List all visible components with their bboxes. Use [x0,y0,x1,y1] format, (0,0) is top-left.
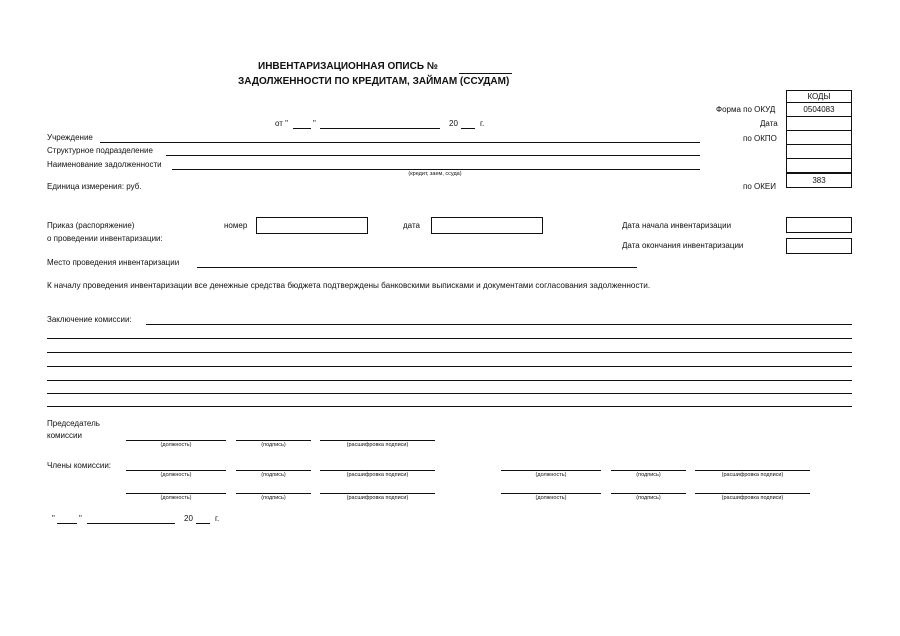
code-blank-cell-2[interactable] [787,159,851,173]
form-subtitle: ЗАДОЛЖЕННОСТИ ПО КРЕДИТАМ, ЗАЙМАМ (ССУДАМ) [238,76,510,87]
order-label-2: о проведении инвентаризации: [47,234,163,243]
chairman-signature-caption: (подпись) [261,442,286,448]
form-title: ИНВЕНТАРИЗАЦИОННАЯ ОПИСЬ № [258,61,438,72]
order-date-field[interactable] [431,217,543,234]
date-year-suffix: г. [480,119,485,128]
okud-value: 0504083 [787,103,851,117]
member1-position-caption: (должность) [160,472,192,478]
unit-label: Единица измерения: руб. [47,182,142,191]
member3-decoding-line[interactable] [320,493,435,494]
date-code-cell[interactable] [787,117,851,131]
chairman-signature-line[interactable] [236,440,311,441]
institution-label: Учреждение [47,133,93,142]
member1-position-line[interactable] [126,470,226,471]
member1-signature-line[interactable] [236,470,311,471]
member1-signature-caption: (подпись) [261,472,286,478]
conclusion-label: Заключение комиссии: [47,315,132,324]
order-number-label: номер [224,221,248,230]
start-date-field[interactable] [786,217,852,233]
conclusion-line-6[interactable] [47,393,852,394]
chairman-position-line[interactable] [126,440,226,441]
date-year-prefix: 20 [449,119,458,128]
place-label: Место проведения инвентаризации [47,258,180,267]
subdivision-label: Структурное подразделение [47,146,153,155]
conclusion-line-1[interactable] [146,324,852,325]
members-label: Члены комиссии: [47,461,112,470]
okpo-label: по ОКПО [743,134,777,143]
date-year-line[interactable] [461,128,475,129]
member3-decoding-caption: (расшифровка подписи) [346,495,409,501]
date-month-line[interactable] [320,128,440,129]
footer-year-line[interactable] [196,523,210,524]
chairman-label-1: Председатель [47,419,100,428]
start-date-label: Дата начала инвентаризации [622,221,732,230]
member4-position-line[interactable] [501,493,601,494]
debt-name-label: Наименование задолженности [47,160,162,169]
member1-decoding-line[interactable] [320,470,435,471]
date-code-label: Дата [760,119,778,128]
footer-year-suffix: г. [215,514,220,523]
chairman-position-caption: (должность) [160,442,192,448]
codes-table [786,90,852,188]
place-line[interactable] [197,267,637,268]
member4-decoding-line[interactable] [695,493,810,494]
chairman-decoding-line[interactable] [320,440,435,441]
subdivision-line[interactable] [166,155,700,156]
footer-quote-open: " [52,514,55,523]
okpo-cell[interactable] [787,131,851,145]
member3-position-caption: (должность) [160,495,192,501]
chairman-label-2: комиссии [47,431,82,440]
institution-line[interactable] [100,142,700,143]
form-number-line[interactable] [459,73,512,74]
order-date-label: дата [403,221,420,230]
conclusion-line-4[interactable] [47,366,852,367]
member1-decoding-caption: (расшифровка подписи) [346,472,409,478]
conclusion-line-7[interactable] [47,406,852,407]
code-blank-cell-1[interactable] [787,145,851,159]
chairman-decoding-caption: (расшифровка подписи) [346,442,409,448]
member2-position-caption: (должность) [535,472,567,478]
footer-year-prefix: 20 [184,514,193,523]
date-quote: " [313,119,316,128]
member2-decoding-caption: (расшифровка подписи) [721,472,784,478]
member2-decoding-line[interactable] [695,470,810,471]
date-day-line[interactable] [293,128,311,129]
member4-signature-caption: (подпись) [636,495,661,501]
codes-header: КОДЫ [787,91,851,103]
footer-month-line[interactable] [87,523,175,524]
member4-decoding-caption: (расшифровка подписи) [721,495,784,501]
okud-label: Форма по ОКУД [716,105,776,114]
conclusion-line-5[interactable] [47,380,852,381]
date-from-label: от " [275,119,288,128]
statement-text: К началу проведения инвентаризации все денежные средства бюджета подтверждены банковскими выписками и документами согласования задолженности. [47,281,651,290]
debt-hint: (кредит, заем, ссуда) [408,171,462,177]
order-number-field[interactable] [256,217,368,234]
okei-label: по ОКЕИ [743,182,776,191]
member3-signature-line[interactable] [236,493,311,494]
member4-position-caption: (должность) [535,495,567,501]
member2-position-line[interactable] [501,470,601,471]
member2-signature-line[interactable] [611,470,686,471]
member4-signature-line[interactable] [611,493,686,494]
footer-quote-close: " [79,514,82,523]
end-date-label: Дата окончания инвентаризации [622,241,744,250]
member2-signature-caption: (подпись) [636,472,661,478]
conclusion-line-2[interactable] [47,338,852,339]
member3-position-line[interactable] [126,493,226,494]
conclusion-line-3[interactable] [47,352,852,353]
debt-name-line[interactable] [172,169,700,170]
order-label-1: Приказ (распоряжение) [47,221,135,230]
end-date-field[interactable] [786,238,852,254]
footer-day-line[interactable] [57,523,77,524]
member3-signature-caption: (подпись) [261,495,286,501]
okei-value: 383 [787,173,851,187]
